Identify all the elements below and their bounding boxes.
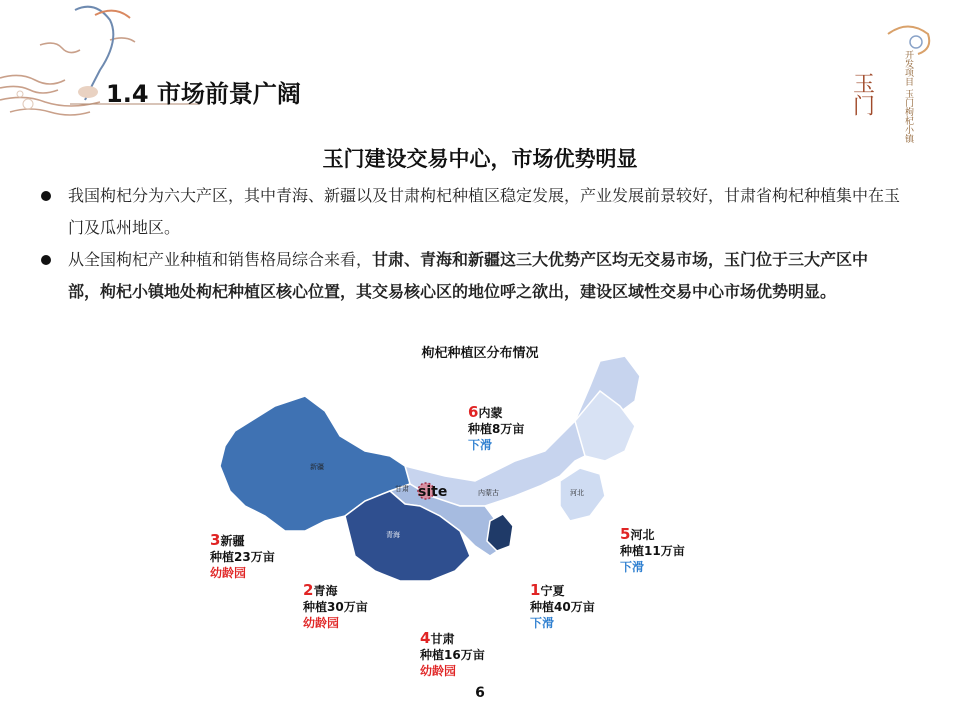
callout-name: 甘肃: [430, 632, 455, 646]
map-label-hebei: 河北: [570, 489, 584, 497]
callout-name: 内蒙: [478, 406, 503, 420]
callout-neimeng: [468, 404, 524, 453]
callout-name: 宁夏: [540, 584, 565, 598]
bullet-dot-icon: [41, 255, 51, 265]
bullet-text-plain: 从全国枸杞产业种植和销售格局综合来看，: [68, 250, 373, 269]
subheading: 玉门建设交易中心，市场优势明显: [322, 147, 638, 171]
callout-name: 新疆: [220, 534, 245, 548]
map-label-neimenggu: 内蒙古: [478, 489, 499, 497]
bullet-text: 我国枸杞分为六大产区，其中青海、新疆以及甘肃枸杞种植区稳定发展，产业发展前景较好，甘肃省枸杞种植集中在玉门及瓜州地区。: [68, 186, 901, 237]
callout-ningxia: [530, 582, 595, 631]
callout-rank: 5: [620, 525, 631, 543]
callout-gansu: [420, 630, 485, 679]
callout-rank: 3: [210, 531, 221, 549]
callout-rank: 6: [468, 403, 479, 421]
callout-area: 种植11万亩: [620, 544, 685, 558]
logo-side-text: 开发项目 玉门枸杞小镇: [903, 50, 913, 143]
logo-main-text: 玉门: [849, 72, 875, 116]
callout-status: 下滑: [468, 438, 493, 452]
callout-area: 种植30万亩: [303, 600, 368, 614]
callout-name: 青海: [313, 584, 338, 598]
bullet-text-bold: 甘肃、青海和新疆这三大优势产区均无交易市场，玉门位于三大产区中部，枸杞小镇地处枸杞种植区核心位置，其交易核心区的地位呼之欲出，建设区域性交易中心市场优势明显。: [68, 250, 869, 301]
china-map: [215, 356, 655, 596]
callout-status: 幼龄园: [420, 664, 457, 678]
bullet-item: [40, 244, 900, 308]
map-label-qinghai: 青海: [386, 531, 400, 539]
callout-status: 下滑: [620, 560, 645, 574]
site-label: site: [418, 484, 448, 500]
map-label-xinjiang: 新疆: [310, 463, 324, 471]
bullet-list: [40, 180, 900, 308]
bullet-item: [40, 180, 900, 244]
callout-area: 种植16万亩: [420, 648, 485, 662]
callout-hebei: [620, 526, 685, 575]
section-title: 1.4 市场前景广阔: [106, 80, 301, 108]
bullet-dot-icon: [41, 191, 51, 201]
callout-rank: 2: [303, 581, 314, 599]
callout-rank: 4: [420, 629, 431, 647]
callout-status: 幼龄园: [210, 566, 247, 580]
callout-xinjiang: [210, 532, 275, 581]
header-decoration: [0, 0, 200, 130]
map-title: 枸杞种植区分布情况: [421, 346, 539, 361]
page-number: 6: [475, 685, 485, 701]
callout-area: 种植8万亩: [468, 422, 525, 436]
map-label-gansu: 甘肃: [395, 485, 409, 493]
callout-rank: 1: [530, 581, 541, 599]
callout-status: 下滑: [530, 616, 555, 630]
callout-name: 河北: [630, 528, 655, 542]
callout-area: 种植40万亩: [530, 600, 595, 614]
callout-qinghai: [303, 582, 368, 631]
callout-status: 幼龄园: [303, 616, 340, 630]
callout-area: 种植23万亩: [210, 550, 275, 564]
